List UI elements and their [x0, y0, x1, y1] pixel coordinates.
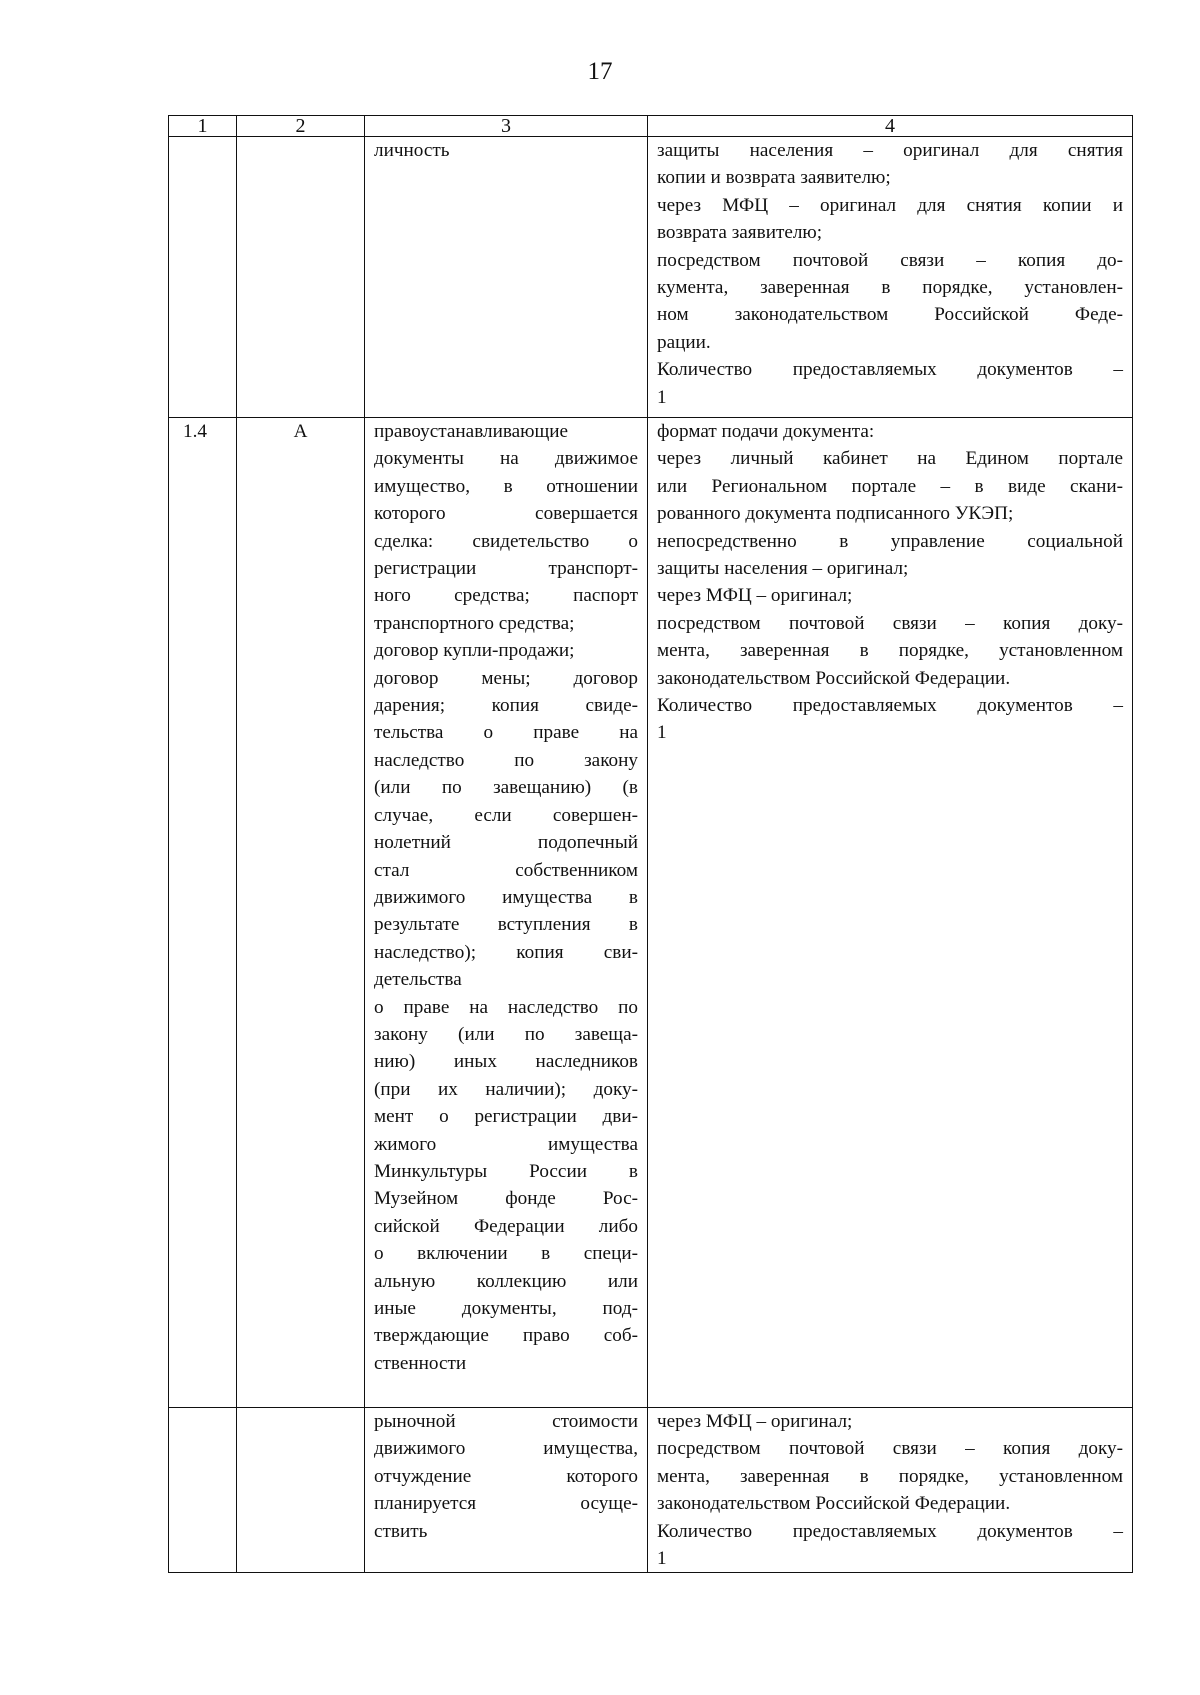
- cell-text-line: Количество предоставляемых документов –: [657, 359, 1123, 381]
- cell-text-line: формат подачи документа:: [657, 421, 875, 442]
- cell-text-line: транспортного средства;: [374, 612, 575, 634]
- document-name-cell: [365, 137, 648, 418]
- table-header-row: [169, 116, 1133, 137]
- row-number-cell: [169, 1408, 237, 1573]
- cell-text-line: личность: [374, 140, 450, 161]
- cell-text-line: Минкультуры России в: [374, 1160, 638, 1182]
- cell-text-line: через МФЦ – оригинал;: [657, 1411, 853, 1432]
- cell-text-line: мент о регистрации дви-: [374, 1106, 638, 1128]
- cell-text-line: 1: [657, 386, 667, 408]
- cell-text-line: договор купли-продажи;: [374, 640, 575, 662]
- cell-text-line: Количество предоставляемых документов –: [657, 1520, 1123, 1542]
- cell-text-line: регистрации транспорт-: [374, 558, 638, 580]
- table-row: [169, 137, 1133, 418]
- cell-text-line: отчуждение которого: [374, 1465, 638, 1487]
- row-code-cell: А: [237, 418, 365, 1408]
- cell-text-line: нолетний подопечный: [374, 832, 638, 854]
- cell-text-line: договор мены; договор: [374, 667, 638, 689]
- cell-text-line: посредством почтовой связи – копия доку-: [657, 612, 1123, 634]
- cell-text-line: тельства о праве на: [374, 722, 638, 744]
- header-cell-2: 2: [237, 116, 365, 137]
- header-cell-1: 1: [169, 116, 237, 137]
- cell-text-line: наследство по закону: [374, 749, 638, 771]
- page-number: 17: [587, 58, 613, 85]
- cell-text-line: наследство); копия сви-: [374, 941, 638, 963]
- cell-text-line: которого совершается: [374, 503, 638, 525]
- cell-text-line: посредством почтовой связи – копия до-: [657, 249, 1123, 271]
- cell-text-line: рации.: [657, 331, 711, 353]
- cell-text-line: жимого имущества: [374, 1133, 638, 1155]
- cell-text-line: ном законодательством Российской Феде-: [657, 304, 1123, 326]
- cell-text-line: (при их наличии); доку-: [374, 1078, 638, 1100]
- cell-text-line: стал собственником: [374, 859, 638, 881]
- cell-text-line: о праве на наследство по: [374, 996, 638, 1018]
- cell-text-line: ного средства; паспорт: [374, 585, 638, 607]
- cell-text-line: сийской Федерации либо: [374, 1215, 638, 1237]
- header-cell-4: 4: [648, 116, 1133, 137]
- row-code-cell: [237, 1408, 365, 1573]
- cell-text-line: копии и возврата заявителю;: [657, 167, 891, 189]
- cell-text-line: ствить: [374, 1520, 428, 1542]
- document-name-cell: [365, 1408, 648, 1573]
- cell-text-line: рованного документа подписанного УКЭП;: [657, 503, 1014, 525]
- cell-text-line: движимого имущества,: [374, 1438, 638, 1460]
- cell-text-line: посредством почтовой связи – копия доку-: [657, 1438, 1123, 1460]
- cell-text-line: законодательством Российской Федерации.: [657, 667, 1011, 689]
- cell-text-line: 1: [657, 722, 667, 744]
- cell-text-line: документы на движимое: [374, 448, 638, 470]
- cell-text-line: (или по завещанию) (в: [374, 777, 638, 799]
- submission-method-cell: [648, 137, 1133, 418]
- document-table: [168, 115, 1133, 1573]
- cell-text-line: движимого имущества в: [374, 886, 638, 908]
- cell-text-line: Количество предоставляемых документов –: [657, 695, 1123, 717]
- cell-text-line: кумента, заверенная в порядке, установлен-: [657, 277, 1123, 299]
- cell-text-line: тверждающие право соб-: [374, 1325, 638, 1347]
- row-number-cell: 1.4: [169, 418, 237, 1408]
- cell-text-line: имущество, в отношении: [374, 475, 638, 497]
- cell-text-line: результате вступления в: [374, 914, 638, 936]
- cell-text-line: закону (или по завеща-: [374, 1023, 638, 1045]
- table-row: [169, 1408, 1133, 1573]
- cell-text-line: мента, заверенная в порядке, установленном: [657, 1465, 1123, 1487]
- cell-text-line: о включении в специ-: [374, 1243, 638, 1265]
- cell-text-line: нию) иных наследников: [374, 1051, 638, 1073]
- row-code-cell: [237, 137, 365, 418]
- cell-text-line: Музейном фонде Рос-: [374, 1188, 638, 1210]
- cell-text-line: ственности: [374, 1352, 467, 1374]
- cell-text-line: или Региональном портале – в виде скани-: [657, 475, 1123, 497]
- cell-text-line: непосредственно в управление социальной: [657, 530, 1123, 552]
- cell-text-line: случае, если совершен-: [374, 804, 638, 826]
- cell-text-line: дарения; копия свиде-: [374, 695, 638, 717]
- cell-text-line: защиты населения – оригинал;: [657, 558, 909, 580]
- cell-text-line: возврата заявителю;: [657, 222, 823, 244]
- table-row: [169, 418, 1133, 1408]
- cell-text-line: законодательством Российской Федерации.: [657, 1493, 1011, 1515]
- cell-text-line: планируется осуще-: [374, 1493, 638, 1515]
- cell-text-line: сделка: свидетельство о: [374, 530, 638, 552]
- cell-text-line: рыночной стоимости: [374, 1411, 638, 1432]
- row-number-cell: [169, 137, 237, 418]
- cell-text-line: через личный кабинет на Едином портале: [657, 448, 1123, 470]
- submission-method-cell: [648, 1408, 1133, 1573]
- cell-text-line: через МФЦ – оригинал для снятия копии и: [657, 194, 1123, 216]
- cell-text-line: детельства: [374, 969, 462, 991]
- cell-text-line: защиты населения – оригинал для снятия: [657, 140, 1123, 161]
- document-name-cell: [365, 418, 648, 1408]
- cell-text-line: альную коллекцию или: [374, 1270, 638, 1292]
- cell-text-line: иные документы, под-: [374, 1298, 638, 1319]
- cell-text-line: правоустанавливающие: [374, 421, 569, 442]
- cell-text-line: мента, заверенная в порядке, установленном: [657, 640, 1123, 662]
- submission-method-cell: [648, 418, 1133, 1408]
- header-cell-3: 3: [365, 116, 648, 137]
- cell-text-line: через МФЦ – оригинал;: [657, 585, 853, 607]
- cell-text-line: 1: [657, 1548, 667, 1570]
